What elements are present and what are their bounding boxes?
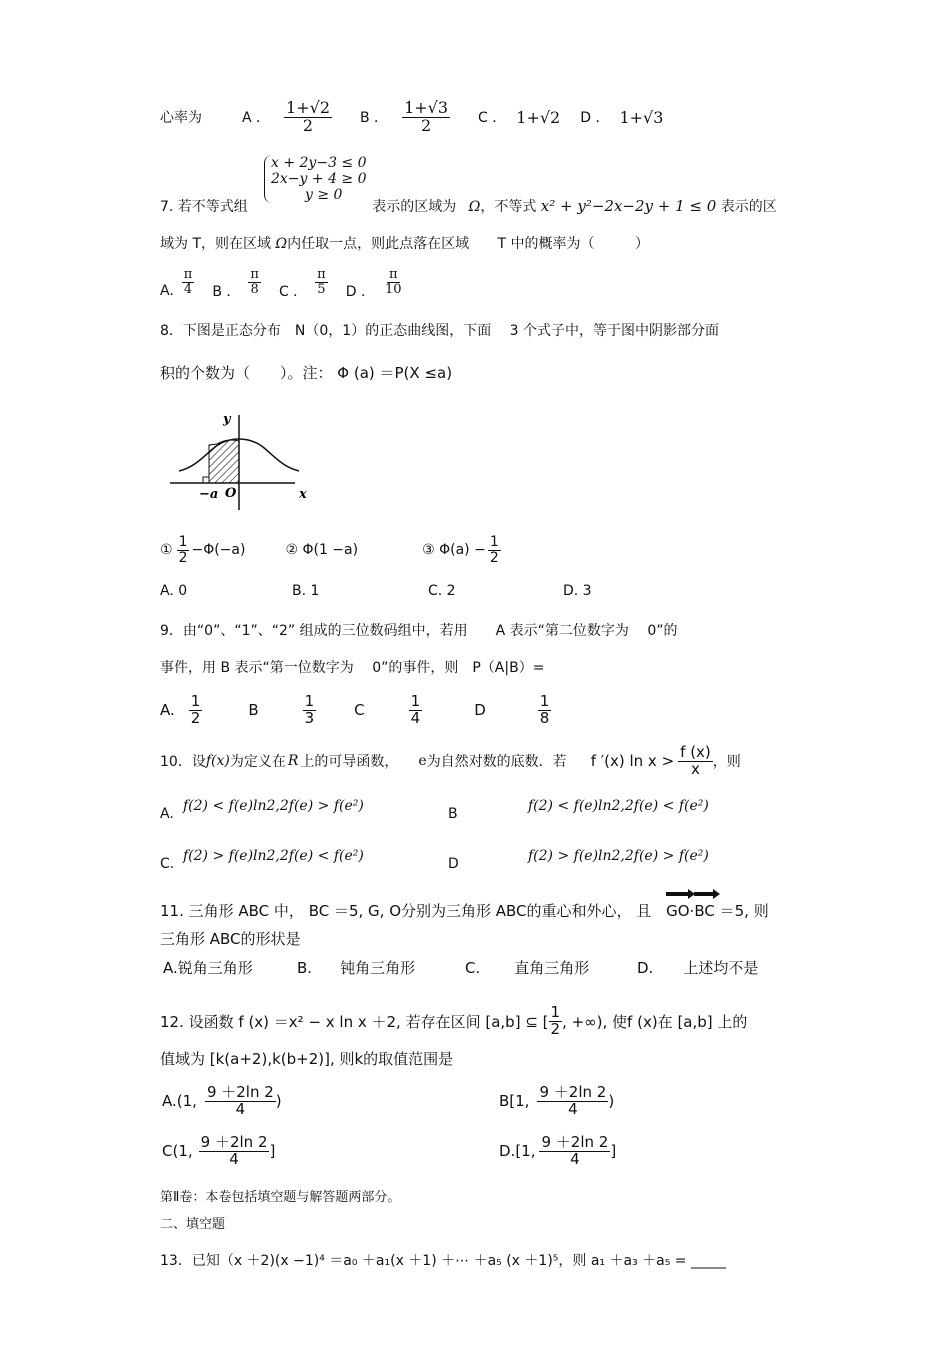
q12-option-c-post: ] [269,1142,276,1160]
q12-option-c-frac: $\frac{9 +2\ln 2}{4}$ [200,1132,268,1168]
q10-b: 为定义在 [229,754,286,770]
q10-option-c-label: C. [160,856,175,872]
normal-curve-graph [165,405,320,515]
q10-e-end: ，则 [712,754,741,770]
q11-b: ＝5, 则 [719,902,769,920]
q7-system-line: x + 2y−3 ≤ 0 [271,155,367,171]
q7-option-d-value: $\frac{\pi}{10}$ [384,266,402,297]
q10-option-a-label: A. [160,806,174,822]
q11-line1 [160,900,769,921]
q12-line1 [160,996,747,1046]
q10-option-d: f(2) > f(e)ln2,2f(e) > f(e²) [528,848,709,864]
q11-dot: ⋅ [689,902,695,920]
q12-option-a-pre: A.(1, [162,1092,197,1110]
q10-d: 为自然对数的底数．若 [426,754,567,770]
q11-option-b-text: 钝角三角形 [340,959,416,977]
q7-mid2: ，不等式 [480,199,537,215]
q12-frac: $\frac{1}{2}$ [550,1002,561,1038]
q10-option-b-label: B [448,806,458,822]
q11-option-b [297,957,415,978]
q7-option-b-value: $\frac{\pi}{8}$ [250,266,259,297]
q9-option-a-value: $\frac{1}{2}$ [190,691,201,727]
q12-option-d-frac: $\frac{9 +2\ln 2}{4}$ [541,1132,609,1168]
q12-a: 12. 设函数 f (x) ＝x² − x ln x ＋2, 若存在区间 [a,b] ⊆ [ [160,1012,549,1031]
q12-option-d [499,1128,616,1174]
q7-option-b-label: B ． [212,284,241,300]
q11-option-d-label: D. [637,959,654,977]
q8-option-c: C. 2 [428,583,456,599]
q6-option-a-label: A ． [242,110,271,126]
q10-option-a: f(2) < f(e)ln2,2f(e) > f(e²) [183,798,364,814]
q11-option-c [465,957,589,978]
q11-option-c-label: C. [465,959,481,977]
q7-option-c-label: C ． [278,284,308,300]
q9-option-b-value: $\frac{1}{3}$ [304,691,315,727]
q8-line2: 积的个数为（ ）。注： Φ (a) ＝P(X ≤a) [160,364,453,382]
q6-option-c-value: 1+√2 [516,107,561,127]
q7-end: 表示的区 [720,199,777,215]
part2-intro: 第Ⅱ卷：本卷包括填空题与解答题两部分。 [160,1190,401,1205]
q6-option-d-label: D ． [580,110,610,126]
q9-option-d-value: $\frac{1}{8}$ [539,691,550,727]
q8-item2: ② Φ(1 −a) [285,542,359,558]
q10-line1 [160,738,741,784]
q9-option-d-label: D [474,701,486,719]
q7-option-d-label: D ． [345,284,375,300]
q8-option-b: B. 1 [292,583,320,599]
q12-option-c-pre: C(1, [162,1142,193,1160]
q7-option-a-label: A. [160,283,174,299]
q7-line2 [160,233,649,253]
q9-option-a-label: A. [160,701,175,719]
q7-line2-a: 域为 T，则在区域 [160,236,272,252]
q12-option-b-post: ) [608,1092,615,1110]
q12-option-b-frac: $\frac{9 +2\ln 2}{4}$ [539,1082,607,1118]
q7-option-c-value: $\frac{\pi}{5}$ [317,266,326,297]
q8-item1-prefix: ① [160,542,173,558]
q11-option-d-text: 上述均不是 [683,959,759,977]
q6-option-b-label: B ． [360,110,389,126]
q12-option-b-pre: B[1, [499,1092,530,1110]
tick-mark [203,477,209,483]
q11-a: 11. 三角形 ABC 中， BC ＝5, G, O分别为三角形 ABC的重心和外心， 且 [160,902,652,920]
q8-item3-frac: $\frac{1}{2}$ [489,533,499,566]
q10-option-c: f(2) > f(e)ln2,2f(e) < f(e²) [183,848,364,864]
q8-item1-rest: −Φ(−a) [191,542,246,558]
q7-start: 7. 若不等式组 [160,199,248,215]
q12-option-c [162,1128,275,1174]
y-axis-label: y [223,412,231,427]
q13-line: 13．已知（x ＋2)(x −1)⁴ ＝a₀ ＋a₁(x ＋1) ＋⋯ ＋a₅ (x ＋1)⁵，则 a₁ ＋a₃ ＋a₅ = _____ [160,1253,726,1269]
q12-line2: 值域为 [k(a+2),k(b+2)], 则k的取值范围是 [160,1050,454,1068]
q10-option-b: f(2) < f(e)ln2,2f(e) < f(e²) [528,798,709,814]
q12-option-b [499,1078,614,1124]
q9-option-c-value: $\frac{1}{4}$ [410,691,421,727]
q6-option-c-label: C ． [478,110,507,126]
q8-option-d: D. 3 [563,583,592,599]
q11-option-a: A.锐角三角形 [163,959,253,977]
q8-items [160,528,501,572]
q6-line [160,92,663,142]
q9-option-b-label: B [248,701,259,719]
q7-mid: 表示的区域为 [372,199,457,215]
q8-option-a: A. 0 [160,583,188,599]
q12-option-d-post: ] [610,1142,617,1160]
q6-option-d-value: 1+√3 [619,107,664,127]
origin-label: O [225,486,237,501]
q9-option-c-label: C [354,701,365,719]
q12-option-a [162,1078,282,1124]
q10-c: 上的可导函数， [300,754,399,770]
q10-condition-frac: $\frac{f (x)}{x}$ [680,742,711,778]
q9-line1: 9．由“0”、“1”、“2” 组成的三位数码组中，若用 A 表示“第二位数字为 0”的 [160,623,678,639]
q7-system-line: y ≥ 0 [305,187,343,204]
q8-item3-prefix: ③ Φ(a) − [422,542,486,558]
q6-option-a-value: $\frac{1+√2}{2}$ [286,97,330,135]
q7-line2-c: T 中的概率为（ [497,236,595,252]
q10-e: e [418,753,427,769]
neg-a-label: −a [199,487,219,502]
q7-line2-d: ） [635,236,649,252]
q11-option-d [637,957,758,978]
q7-omega: Ω [468,199,481,215]
q10-fx: f(x) [205,753,230,769]
x-axis-label: x [299,487,307,502]
shaded-area [209,440,239,483]
q10-R: R [287,753,299,769]
q7-line2-b: 内任取一点，则此点落在区域 [287,236,470,252]
q11-line2: 三角形 ABC的形状是 [160,930,301,948]
q10-option-d-label: D [448,856,459,872]
q7-option-a-value: $\frac{\pi}{4}$ [183,266,193,297]
vector-go: GO [666,902,689,920]
q10-condition: f ′(x) ln x > [590,752,675,770]
q12-b: , +∞), 使f (x)在 [a,b] 上的 [562,1012,748,1031]
q7-system-line: 2x−y + 4 ≥ 0 [271,171,367,188]
vector-bc: BC [694,902,715,920]
q12-option-a-post: ) [275,1092,282,1110]
q8-line1: 8．下图是正态分布 N（0，1）的正态曲线图，下面 3 个式子中，等于图中阴影部分面 [160,323,719,339]
section-heading: 二、填空题 [160,1217,226,1232]
q6-option-b-value: $\frac{1+√3}{2}$ [404,97,449,135]
q9-line2: 事件，用 B 表示“第一位数字为 0”的事件，则 P（A|B）= [160,660,545,676]
q12-option-a-frac: $\frac{9 +2\ln 2}{4}$ [206,1082,274,1118]
q11-option-c-text: 直角三角形 [514,959,590,977]
q7-line1 [160,196,777,216]
q9-options [160,688,551,732]
q7-options [160,262,404,302]
q7-inequality: x² + y²−2x−2y + 1 ≤ 0 [540,197,717,215]
q11-option-b-label: B. [297,959,313,977]
q8-item1-frac: $\frac{1}{2}$ [178,533,188,566]
q6-prefix: 心率为 [160,110,202,126]
q10-a: 10．设 [160,754,206,770]
q7-line2-omega: Ω [275,236,288,252]
q12-option-d-pre: D.[1, [499,1142,536,1160]
